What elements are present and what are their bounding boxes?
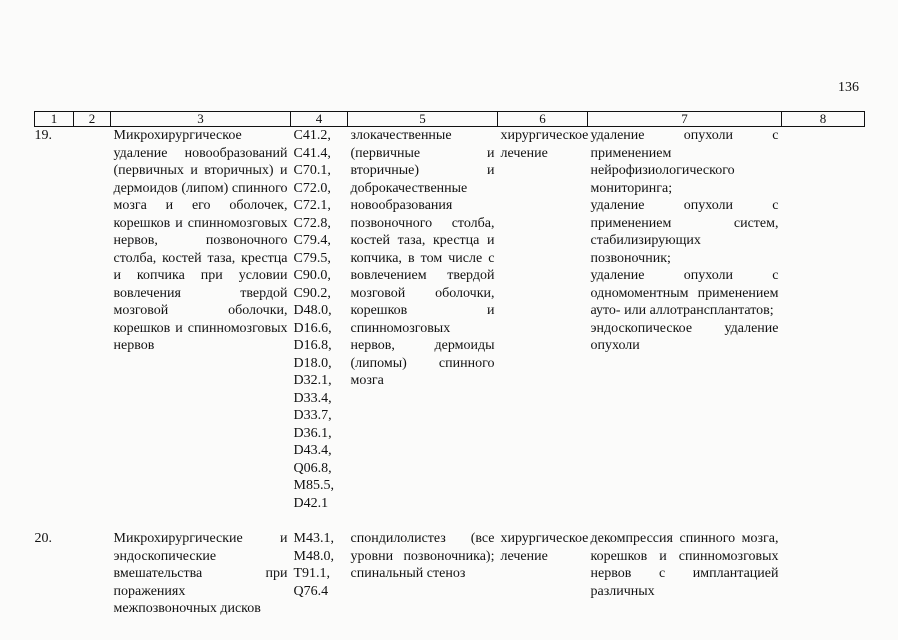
method-item: эндоскопическое удаление опухоли [590,320,779,353]
icd-code: D43.4, [293,443,332,458]
icd-code: C70.1, [293,163,331,178]
header-col-6: 6 [498,112,588,127]
icd-code: C79.4, [293,233,331,248]
header-col-1: 1 [35,112,74,127]
treatment-method [588,127,782,513]
icd-code: C72.1, [293,198,331,213]
icd-code: D33.4, [293,390,332,406]
header-col-2: 2 [74,112,111,127]
table-row [35,530,865,618]
icd-code: C79.5, [293,250,331,266]
treatment-type: хирургическое лечение [500,128,589,161]
procedures-table [34,111,865,618]
treatment-type: хирургическое лечение [500,531,589,564]
icd-code: M43.1, [293,531,334,546]
icd-code: D18.0, [293,355,332,371]
icd-code: M85.5, [293,478,334,493]
icd-code: D16.8, [293,338,332,353]
procedure-name: Микрохирургическое удаление новообразований (первичных и вторичных) и дермоидов (липом) спинного мозга и его оболочек, корешков и спинномозговых нервов, позвоночного столба, костей таза, крестца и копчика при условии вовлечения твердой мозговой оболочки, корешков и спинномозговых нервов [113,128,288,353]
icd-code: C90.0, [293,268,331,283]
row-col8 [782,530,865,618]
icd-code: C90.2, [293,285,331,301]
method-item: удаление опухоли с применением систем, стабилизирующих позвоночник; [590,198,779,266]
method-item: удаление опухоли с одномоментным применением ауто- или аллотрансплантатов; [590,268,779,318]
icd-code: D32.1, [293,373,332,388]
icd-code: D42.1 [293,495,329,511]
row-col8 [782,127,865,513]
header-col-7: 7 [588,112,782,127]
row-number: 20. [34,531,52,546]
icd-code: D33.7, [293,408,332,423]
header-col-3: 3 [111,112,291,127]
icd-code: C72.8, [293,215,331,231]
icd-code: Q76.4 [293,583,329,599]
row-spacer [35,512,865,530]
header-col-5: 5 [348,112,498,127]
icd-code: C41.4, [293,145,331,161]
page-number: 136 [838,80,859,95]
patient-model: злокачественные (первичные и вторичные) и доброкачественные новообразования позвоночного столба, костей таза, крестца и копчика, в том числе с вовлечением твердой мозговой оболочки, корешков и спинномозговых нервов, дермоиды (липомы) спинного мозга [350,128,495,388]
row-number: 19. [34,128,52,143]
icd-codes [291,530,348,618]
header-row [35,112,865,127]
header-col-4: 4 [291,112,348,127]
header-col-8: 8 [782,112,865,127]
icd-code: C72.0, [293,180,331,196]
row-col2 [74,530,111,618]
icd-code: D16.6, [293,320,332,336]
icd-code: D36.1, [293,425,332,441]
icd-code: D48.0, [293,303,332,318]
icd-codes [291,127,348,513]
icd-code: C41.2, [293,128,331,143]
icd-code: T91.1, [293,566,331,581]
icd-code: Q06.8, [293,460,332,476]
method-item: удаление опухоли с применением нейрофизиологического мониторинга; [590,128,779,196]
procedure-name: Микрохирургические и эндоскопические вмешательства при поражениях межпозвоночных дисков [113,531,288,616]
treatment-method [588,530,782,618]
table-row [35,127,865,513]
row-col2 [74,127,111,513]
icd-code: M48.0, [293,548,334,564]
method-item: декомпрессия спинного мозга, корешков и спинномозговых нервов с имплантацией различных [590,531,779,599]
patient-model: спондилолистез (все уровни позвоночника); спинальный стеноз [350,531,495,581]
